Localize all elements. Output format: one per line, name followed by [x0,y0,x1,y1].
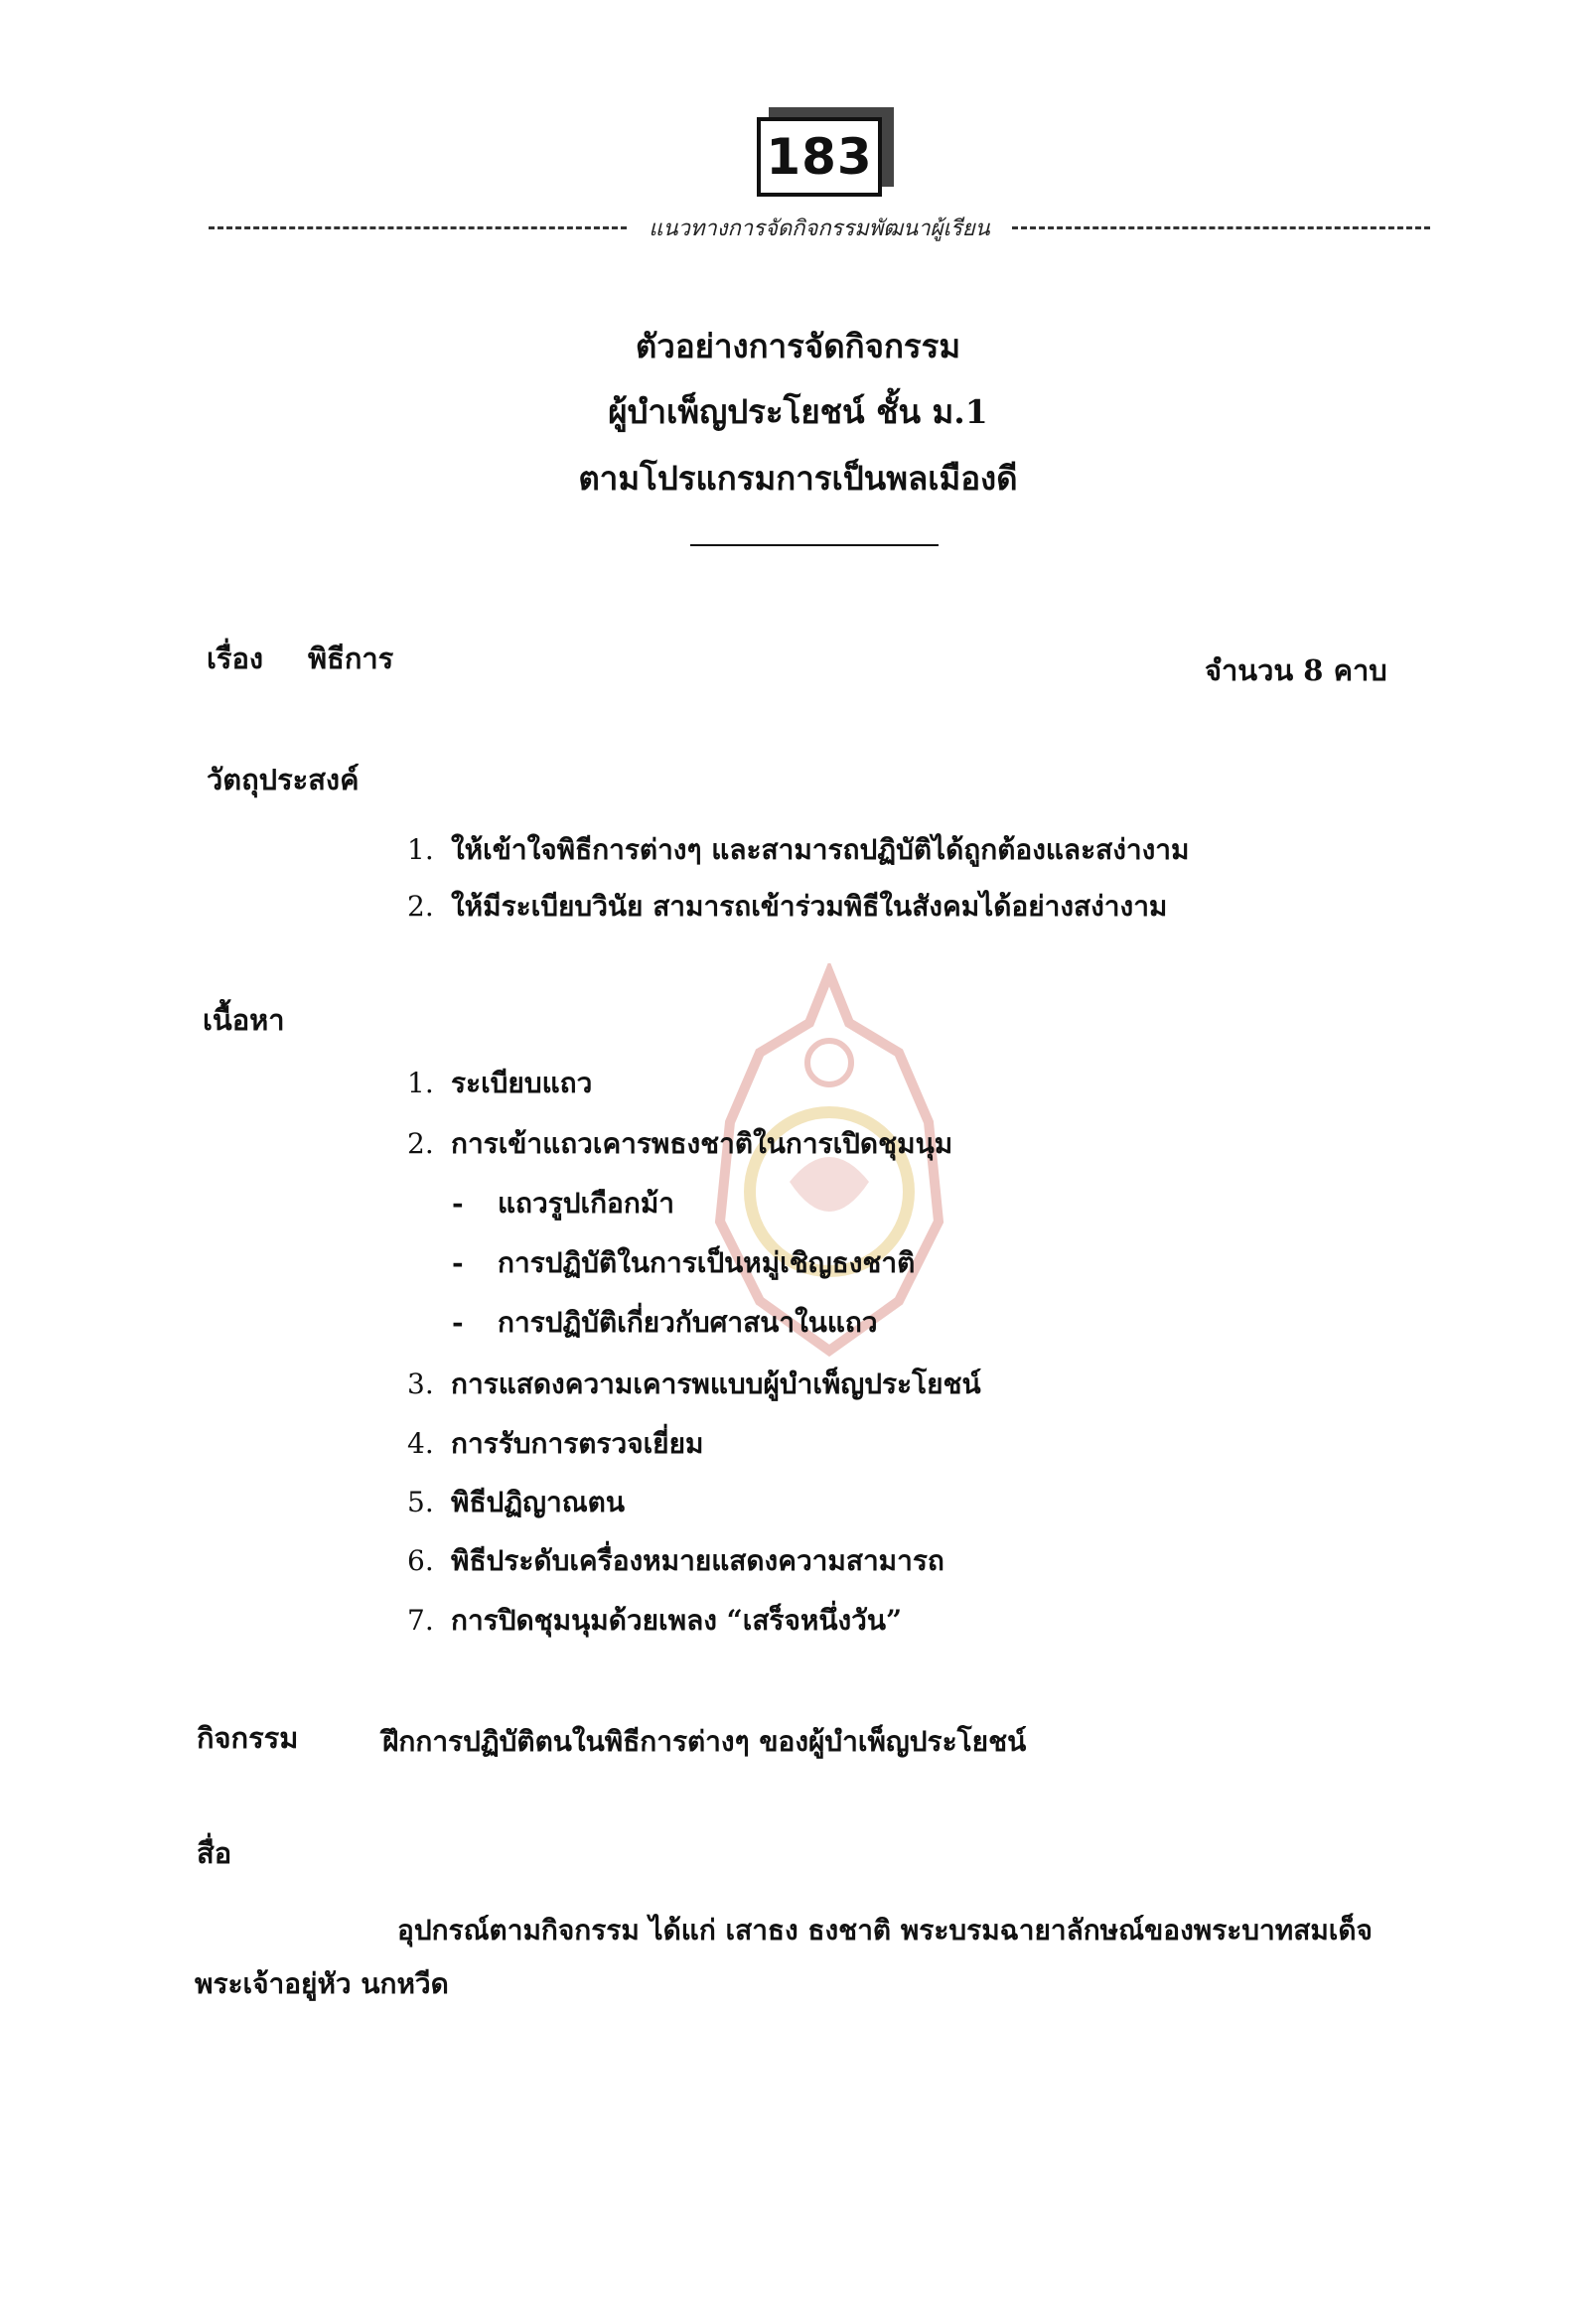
activity-text: ฝึกการปฏิบัติตนในพิธีการต่างๆ ของผู้บำเพ็ญประโยชน์ [382,1725,1027,1758]
running-header-text: แนวทางการจัดกิจกรรมพัฒนาผู้เรียน [649,216,990,241]
objective-item [407,828,1189,872]
content-text: การเข้าแถวเคารพธงชาติในการเปิดชุมนุม [451,1127,953,1160]
content-item [407,1422,703,1466]
content-item [407,1363,981,1406]
running-header [209,213,1430,242]
objective-number: 1. [407,833,434,866]
sub-item-bullet: - [452,1246,464,1279]
content-number: 2. [407,1127,434,1160]
content-item [407,1599,902,1643]
content-text: ระเบียบแถว [451,1067,593,1099]
objective-text: ให้มีระเบียบวินัย สามารถเข้าร่วมพิธีในสังคมได้อย่างสง่างาม [451,890,1168,923]
media-text-line-2: พระเจ้าอยู่หัว นกหวีด [195,1967,449,2000]
header-rule-left [209,226,627,229]
media-text-line-1: อุปกรณ์ตามกิจกรรม ได้แก่ เสาธง ธงชาติ พระบรมฉายาลักษณ์ของพระบาทสมเด็จ [397,1914,1373,1946]
objective-text: ให้เข้าใจพิธีการต่างๆ และสามารถปฏิบัติได้ถูกต้องและสง่างาม [451,833,1190,866]
content-item [407,1481,625,1524]
content-text: การปิดชุมนุมด้วยเพลง “เสร็จหนึ่งวัน” [451,1604,903,1637]
content-sub-item [452,1241,915,1285]
periods-count: จำนวน 8 คาบ [1205,653,1387,687]
sub-item-bullet: - [452,1187,464,1220]
title-line-1: ตัวอย่างการจัดกิจกรรม [635,327,961,365]
content-number: 3. [407,1367,434,1400]
content-heading: เนื้อหา [203,1003,285,1037]
title-line-3: ตามโปรแกรมการเป็นพลเมืองดี [578,459,1018,498]
content-item [407,1539,944,1583]
page-number: 183 [757,117,882,197]
sub-item-text: แถวรูปเกือกม้า [498,1187,675,1220]
media-heading: สื่อ [197,1836,232,1870]
objective-number: 2. [407,890,434,923]
objective-item [407,885,1167,929]
content-number: 7. [407,1604,434,1637]
sub-item-bullet: - [452,1306,464,1339]
title-divider [690,544,939,546]
sub-item-text: การปฏิบัติเกี่ยวกับศาสนาในแถว [498,1306,878,1339]
content-number: 5. [407,1486,434,1518]
header-rule-right [1012,226,1430,229]
content-text: การแสดงความเคารพแบบผู้บำเพ็ญประโยชน์ [451,1367,981,1400]
content-number: 1. [407,1067,434,1099]
content-item [407,1062,592,1105]
title-line-2: ผู้บำเพ็ญประโยชน์ ชั้น ม.1 [608,392,988,431]
topic-value: พิธีการ [308,642,394,675]
objectives-heading: วัตถุประสงค์ [207,763,360,796]
content-item [407,1122,952,1166]
topic-label: เรื่อง [207,642,264,675]
content-sub-item [452,1182,674,1225]
content-text: การรับการตรวจเยี่ยม [451,1427,704,1460]
content-number: 4. [407,1427,434,1460]
content-text: พิธีปฏิญาณตน [451,1486,625,1518]
activity-label: กิจกรรม [197,1721,299,1755]
sub-item-text: การปฏิบัติในการเป็นหมู่เชิญธงชาติ [498,1246,916,1279]
content-sub-item [452,1301,878,1345]
content-text: พิธีประดับเครื่องหมายแสดงความสามารถ [451,1544,944,1577]
content-number: 6. [407,1544,434,1577]
